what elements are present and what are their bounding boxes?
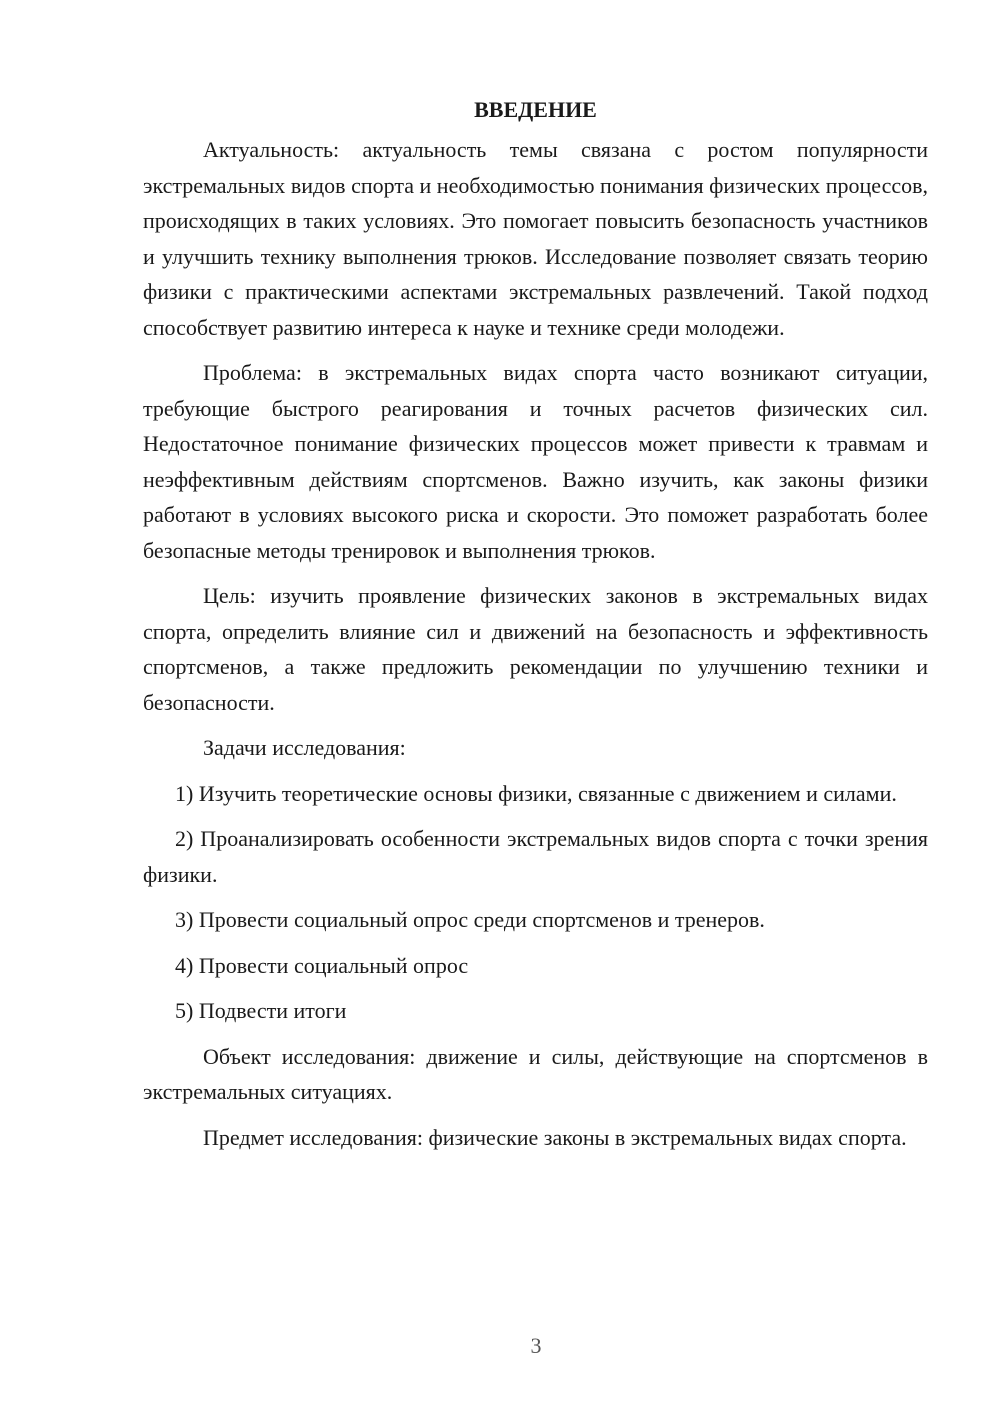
paragraph-goal: Цель: изучить проявление физических законов в экстремальных видах спорта, определить влияние сил и движений на безопасность и эффективность спортсменов, а также предложить рекомендации по улучшению техники и безопасности. [143, 583, 928, 715]
paragraph-relevance: Актуальность: актуальность темы связана с ростом популярности экстремальных видов спорта и необходимостью понимания физических процессов, происходящих в таких условиях. Это помогает повысить безопасность участников и улучшить технику выполнения трюков. Исследование позволяет связать теорию физики с практическими аспектами экстремальных развлечений. Такой подход способствует развитию интереса к науке и технике среди молодежи. [143, 137, 928, 340]
tasks-heading: Задачи исследования: [203, 735, 406, 760]
tasks-list [143, 776, 928, 1029]
page-title: ВВЕДЕНИЕ [474, 97, 597, 122]
paragraph-problem: Проблема: в экстремальных видах спорта часто возникают ситуации, требующие быстрого реагирования и точных расчетов физических сил. Недостаточное понимание физических процессов может привести к травмам и неэффективным действиям спортсменов. Важно изучить, как законы физики работают в условиях высокого риска и скорости. Это поможет разработать более безопасные методы тренировок и выполнения трюков. [143, 360, 928, 563]
list-item: 5) Подвести итоги [175, 998, 347, 1023]
document-page [143, 92, 928, 1165]
list-item: 4) Провести социальный опрос [175, 952, 469, 978]
list-item: 3) Провести социальный опрос среди спортсменов и тренеров. [175, 907, 765, 932]
list-item: 2) Проанализировать особенности экстремальных видов спорта с точки зрения физики. [143, 826, 928, 887]
paragraph-object: Объект исследования: движение и силы, действующие на спортсменов в экстремальных ситуациях. [143, 1043, 928, 1104]
paragraph-subject: Предмет исследования: физические законы в экстремальных видах спорта. [203, 1124, 907, 1150]
list-item: 1) Изучить теоретические основы физики, связанные с движением и силами. [175, 780, 897, 806]
page-number: 3 [530, 1333, 542, 1358]
